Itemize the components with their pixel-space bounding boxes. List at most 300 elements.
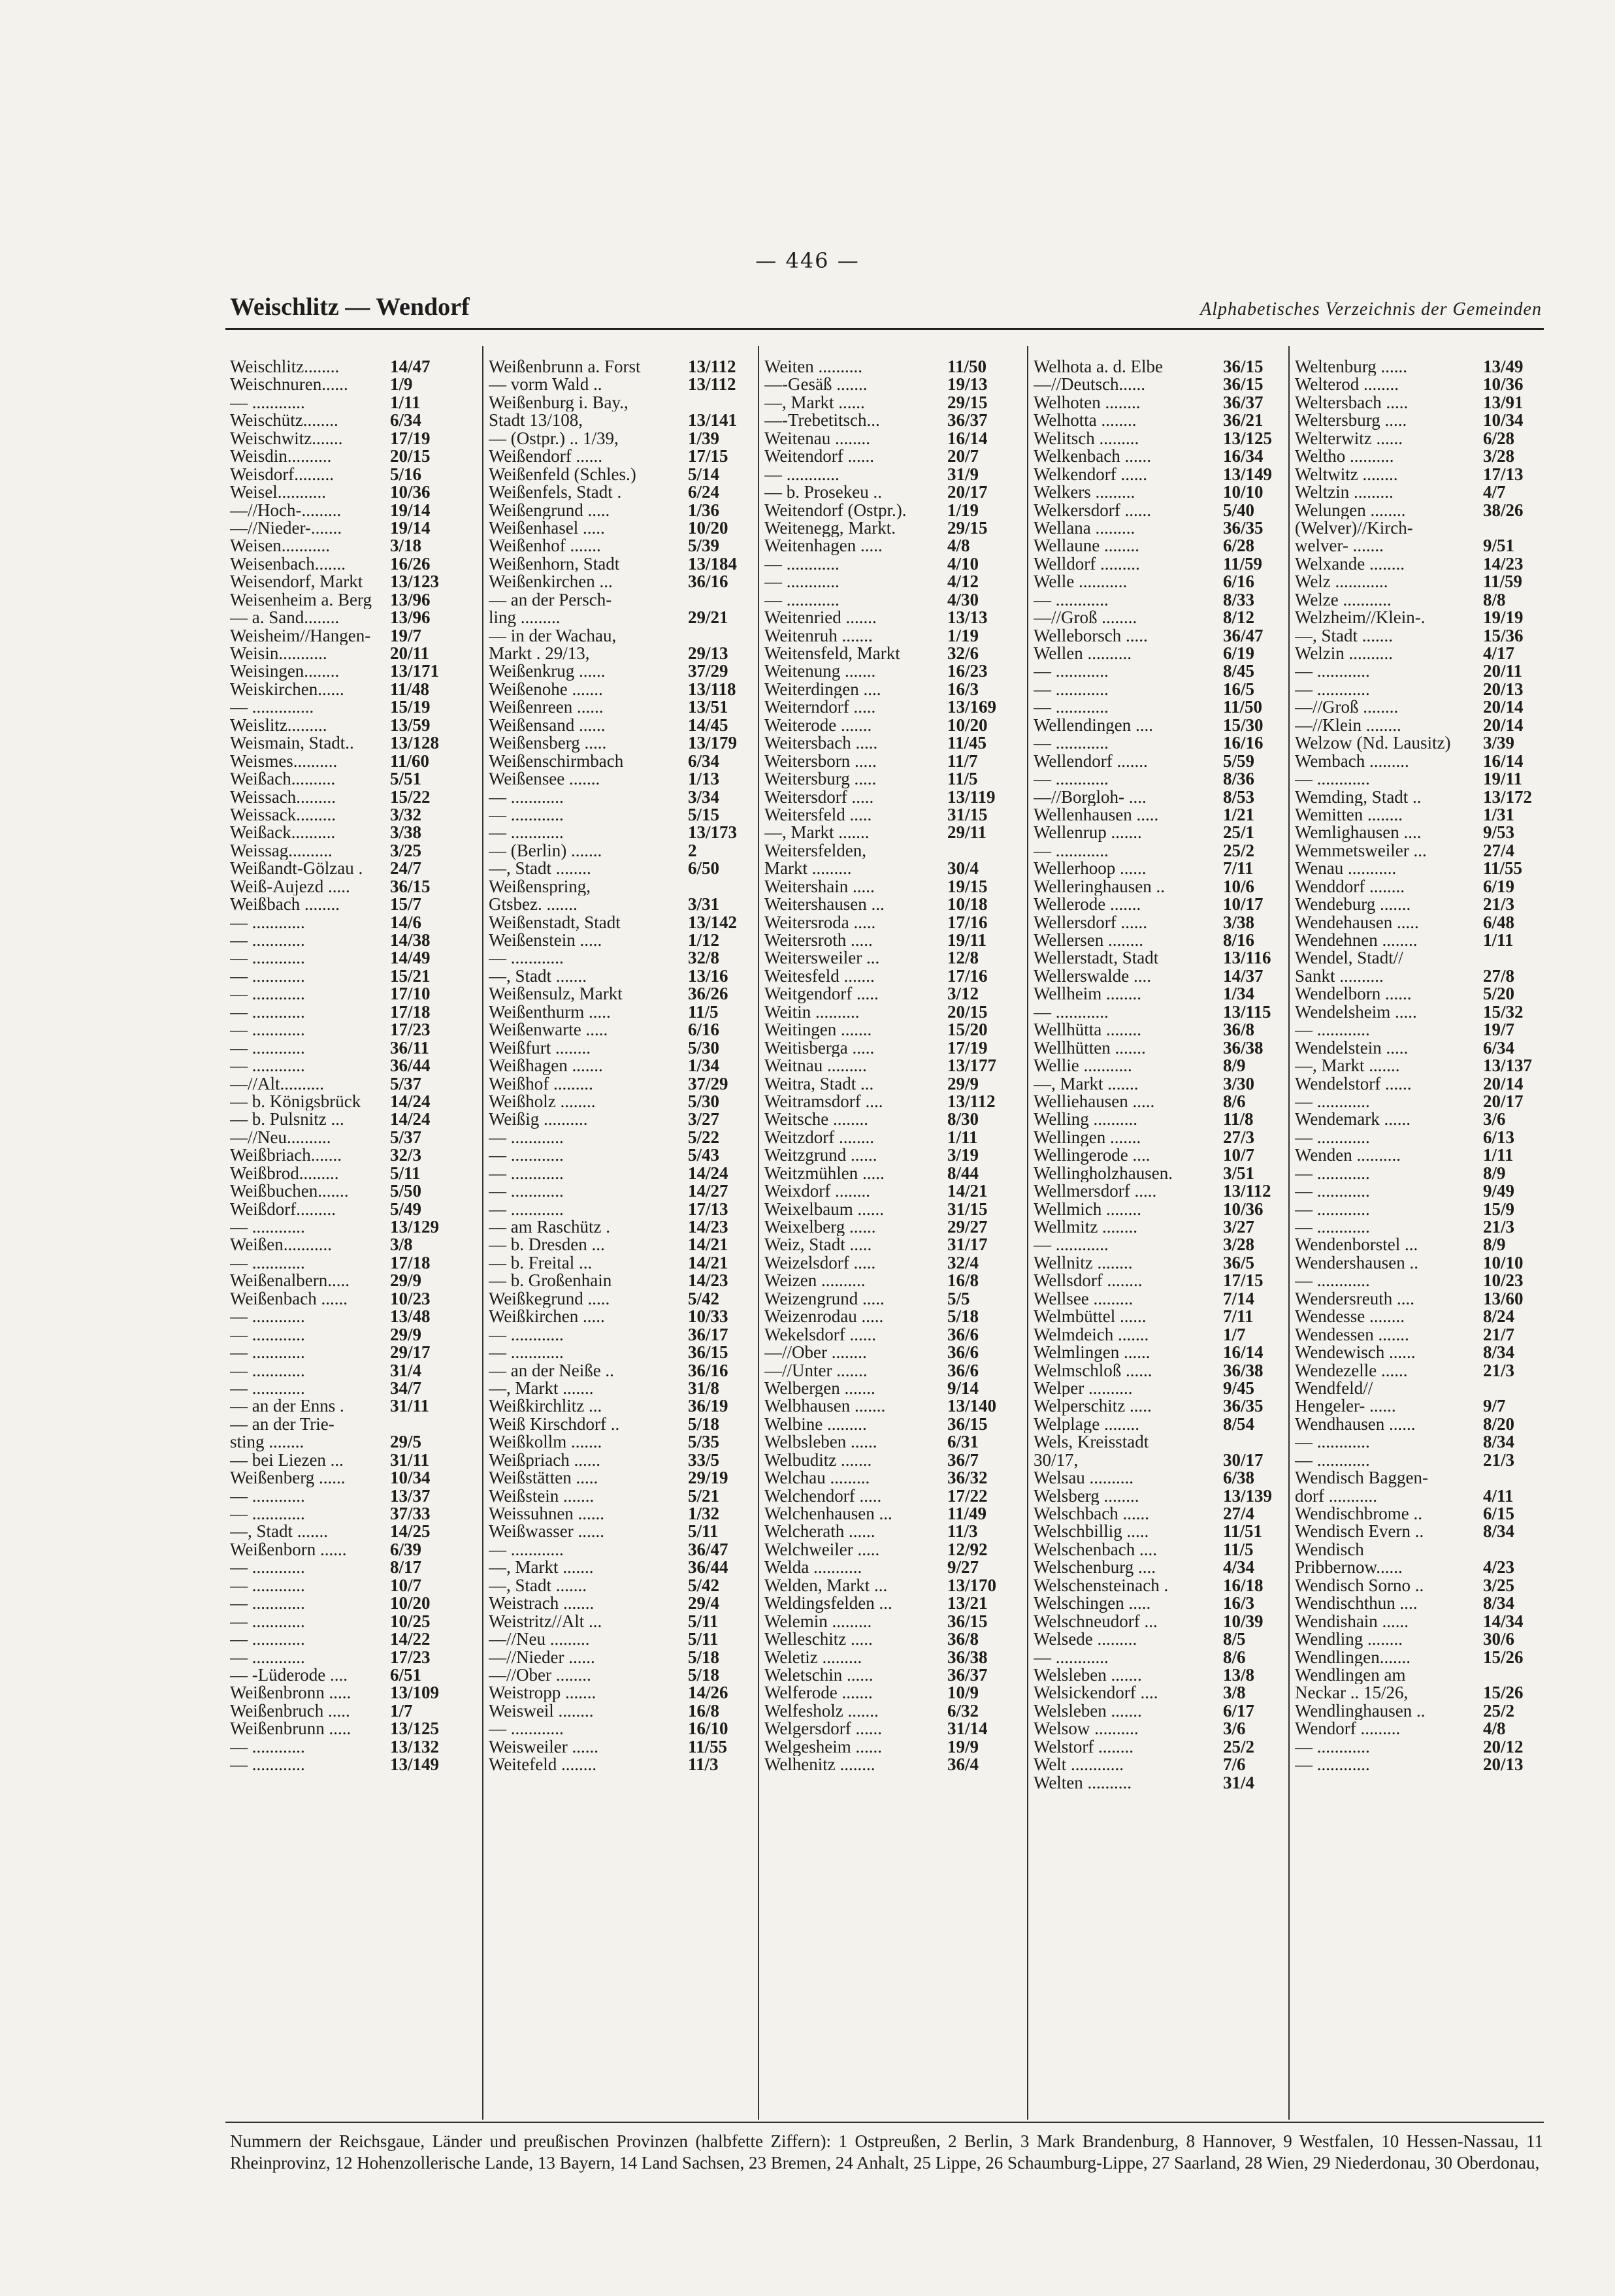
- place-name: — b. Dresden ...: [489, 1236, 605, 1254]
- index-column-2: [489, 358, 747, 1774]
- region-code: 1/19: [947, 501, 979, 519]
- place-name: Weiß Kirschdorf ..: [489, 1415, 620, 1434]
- index-entry: [489, 519, 747, 537]
- region-code: 5/11: [390, 1164, 421, 1183]
- index-entry: [764, 931, 1006, 949]
- index-entry: [1034, 967, 1282, 985]
- place-name: Weischlitz........: [230, 358, 340, 376]
- place-name: —, Stadt .......: [489, 1576, 587, 1595]
- place-name: Weißenbrunn a. Forst: [489, 358, 641, 376]
- index-entry: [764, 896, 1006, 913]
- region-code: 36/32: [947, 1469, 988, 1487]
- region-code: 10/17: [1223, 896, 1264, 914]
- region-code: 31/4: [390, 1361, 422, 1380]
- index-entry: [230, 1397, 449, 1415]
- region-code: 3/25: [1483, 1576, 1515, 1595]
- place-name: Weisingen........: [230, 662, 340, 681]
- region-code: 13/112: [688, 376, 736, 394]
- index-entry: [489, 1451, 747, 1469]
- place-name: — ............: [764, 555, 840, 574]
- index-entry: [1034, 358, 1282, 376]
- place-name: — -Lüderode ....: [230, 1666, 348, 1685]
- place-name: Weitersroth .....: [764, 931, 873, 950]
- place-name: Weitra, Stadt ...: [764, 1075, 874, 1093]
- region-code: 19/7: [1483, 1021, 1515, 1039]
- index-entry: [230, 1272, 449, 1289]
- region-code: 13/169: [947, 698, 997, 717]
- index-entry: [1034, 1451, 1282, 1469]
- region-code: 29/17: [390, 1344, 431, 1362]
- region-code: 13/179: [688, 734, 738, 752]
- index-entry: [1295, 1326, 1542, 1344]
- place-name: Welemin .........: [764, 1612, 872, 1631]
- index-entry: [1295, 1182, 1542, 1200]
- index-entry: [1034, 1702, 1282, 1720]
- index-entry: [764, 1469, 1006, 1487]
- index-entry: [230, 394, 449, 412]
- place-name: — ............: [230, 1559, 305, 1577]
- region-code: 15/36: [1483, 626, 1524, 645]
- place-name: Wellersdorf ......: [1034, 913, 1148, 931]
- index-entry: [764, 752, 1006, 770]
- index-entry: [230, 1003, 449, 1021]
- place-name: Weißenbronn .....: [230, 1684, 351, 1702]
- region-code: 24/7: [390, 860, 422, 878]
- region-code: 6/15: [1483, 1505, 1515, 1523]
- index-entry: [1034, 1057, 1282, 1075]
- place-name: Weitenau ........: [764, 429, 871, 448]
- index-entry: [1034, 1003, 1282, 1021]
- place-name: Weldingsfelden ...: [764, 1594, 892, 1613]
- index-entry: [764, 394, 1006, 412]
- region-code: 1/13: [688, 770, 720, 788]
- region-code: 27/4: [1223, 1505, 1255, 1523]
- region-code: 7/11: [1223, 1308, 1254, 1326]
- region-code: 36/26: [688, 985, 728, 1003]
- place-name: — ............: [230, 967, 305, 986]
- region-code: 6/19: [1483, 877, 1515, 896]
- index-entry: [764, 609, 1006, 626]
- place-name: — ............: [489, 949, 564, 967]
- index-entry: [1295, 502, 1542, 519]
- index-entry: [764, 1630, 1006, 1648]
- index-entry: [764, 1290, 1006, 1308]
- index-entry: [1034, 1738, 1282, 1756]
- region-code: 6/31: [947, 1433, 979, 1451]
- region-code: 3/6: [1223, 1720, 1246, 1738]
- index-entry: [1295, 555, 1542, 573]
- index-entry: [489, 627, 747, 645]
- index-entry: [1295, 985, 1542, 1003]
- place-name: — vorm Wald ..: [489, 376, 602, 394]
- index-entry: [489, 1505, 747, 1523]
- place-name: Weißenstadt, Stadt: [489, 913, 621, 931]
- region-code: 13/13: [947, 609, 988, 627]
- region-code: 5/21: [688, 1487, 720, 1505]
- place-name: — ............: [230, 393, 305, 412]
- index-entry: [230, 376, 449, 393]
- index-entry: [230, 1110, 449, 1128]
- place-name: Weisenheim a. Berg: [230, 590, 372, 609]
- region-code: 36/37: [1223, 393, 1264, 412]
- index-entry: [230, 931, 449, 949]
- place-name: Welperschitz .....: [1034, 1397, 1152, 1415]
- place-name: Welschbillig .....: [1034, 1523, 1149, 1541]
- index-entry: [489, 1738, 747, 1756]
- place-name: —, Markt ......: [764, 393, 865, 412]
- place-name: — ............: [1034, 734, 1109, 752]
- index-entry: [1034, 1201, 1282, 1218]
- index-entry: [230, 483, 449, 501]
- region-code: 21/3: [1483, 1218, 1515, 1237]
- place-name: Wendlingen am: [1295, 1666, 1406, 1685]
- place-name: Weißach..........: [230, 770, 336, 788]
- region-code: 29/9: [390, 1325, 422, 1344]
- index-entry: [764, 662, 1006, 680]
- place-name: Welmbüttel ......: [1034, 1308, 1147, 1326]
- region-code: 13/149: [1223, 465, 1273, 484]
- region-code: 3/12: [947, 985, 979, 1003]
- region-code: 3/25: [390, 841, 422, 860]
- index-entry: [1295, 1057, 1542, 1075]
- region-code: 36/19: [688, 1397, 728, 1415]
- place-name: — ............: [1034, 698, 1109, 717]
- region-code: 13/137: [1483, 1057, 1533, 1075]
- place-name: Weitesfeld .......: [764, 967, 875, 986]
- place-name: Welzow (Nd. Lausitz): [1295, 734, 1451, 752]
- index-entry: [1295, 949, 1542, 967]
- region-code: 31/15: [947, 1200, 988, 1218]
- place-name: Weitsche ........: [764, 1110, 869, 1129]
- place-name: Wellingholzhausen.: [1034, 1164, 1173, 1183]
- index-entry: [1034, 1021, 1282, 1039]
- region-code: 36/35: [1223, 519, 1264, 538]
- place-name: Weisen...........: [230, 537, 331, 555]
- place-name: — ............: [1295, 1164, 1370, 1183]
- index-entry: [1034, 466, 1282, 483]
- place-name: —, Stadt .......: [489, 967, 587, 986]
- index-entry: [230, 1613, 449, 1630]
- region-code: 14/23: [688, 1272, 728, 1290]
- place-name: Weixelbaum ......: [764, 1200, 885, 1218]
- place-name: Weltwitz ........: [1295, 465, 1398, 484]
- region-code: 13/149: [390, 1756, 440, 1774]
- region-code: 10/10: [1483, 1253, 1524, 1272]
- index-entry: [489, 1541, 747, 1559]
- region-code: 15/26: [1483, 1648, 1524, 1666]
- place-name: —//Deutsch......: [1034, 376, 1145, 394]
- region-code: 15/21: [390, 967, 431, 986]
- region-code: 9/7: [1483, 1397, 1506, 1415]
- index-entry: [1295, 1541, 1542, 1559]
- place-name: Welmdeich .......: [1034, 1325, 1149, 1344]
- place-name: Wellerswalde ....: [1034, 967, 1152, 986]
- index-entry: [764, 537, 1006, 555]
- region-code: 15/22: [390, 788, 431, 806]
- region-code: 13/177: [947, 1057, 997, 1075]
- region-code: 11/50: [947, 358, 987, 376]
- index-entry: [1295, 788, 1542, 806]
- place-name: Wendewisch ......: [1295, 1344, 1416, 1362]
- place-name: Weißack..........: [230, 824, 336, 842]
- index-entry: [489, 752, 747, 770]
- place-name: Welsberg ........: [1034, 1487, 1139, 1505]
- place-name: — ............: [230, 1738, 305, 1756]
- region-code: 36/4: [947, 1756, 979, 1774]
- place-name: Welbergen .......: [764, 1379, 875, 1398]
- place-name: Weisenbach.......: [230, 555, 346, 574]
- index-entry: [1034, 1630, 1282, 1648]
- region-code: 1/11: [1483, 1146, 1514, 1165]
- region-code: 14/49: [390, 949, 431, 967]
- place-name: Weißbach ........: [230, 896, 340, 914]
- region-code: 31/14: [947, 1720, 988, 1738]
- index-entry: [489, 1415, 747, 1433]
- place-name: Weisweiler ......: [489, 1738, 599, 1756]
- place-name: Welt ............: [1034, 1756, 1124, 1774]
- region-code: 5/42: [688, 1576, 720, 1595]
- place-name: Weißenberg ......: [230, 1469, 346, 1487]
- place-name: Wellhütten .......: [1034, 1039, 1146, 1058]
- index-entry: [1295, 1236, 1542, 1253]
- place-name: Weistritz//Alt ...: [489, 1612, 602, 1631]
- index-entry: [1295, 842, 1542, 860]
- index-entry: [764, 1559, 1006, 1576]
- region-code: 11/59: [1483, 573, 1523, 591]
- index-entry: [489, 1433, 747, 1451]
- place-name: Wellerstadt, Stadt: [1034, 949, 1159, 967]
- index-entry: [1034, 1236, 1282, 1253]
- region-code: 20/11: [1483, 662, 1523, 681]
- place-name: Welzin ..........: [1295, 645, 1394, 663]
- region-code: 36/15: [1223, 358, 1264, 376]
- region-code: 36/17: [688, 1325, 728, 1344]
- region-code: 5/42: [688, 1289, 720, 1308]
- index-entry: [764, 645, 1006, 662]
- index-entry: [489, 1559, 747, 1576]
- place-name: — ............: [1295, 1738, 1370, 1756]
- index-entry: [1034, 1093, 1282, 1110]
- region-code: 3/51: [1223, 1164, 1255, 1183]
- region-code: 20/12: [1483, 1738, 1524, 1756]
- index-entry: [230, 1451, 449, 1469]
- place-name: Weitin ..........: [764, 1003, 860, 1022]
- index-entry: [1034, 1129, 1282, 1146]
- region-code: 20/15: [390, 447, 431, 466]
- place-name: Welmschloß ......: [1034, 1361, 1152, 1380]
- region-code: 16/3: [1223, 1594, 1255, 1613]
- index-entry: [489, 734, 747, 752]
- place-name: —//Unter .......: [764, 1361, 868, 1380]
- index-entry: [1034, 698, 1282, 716]
- region-code: 11/55: [1483, 860, 1523, 878]
- region-code: 29/9: [390, 1272, 422, 1290]
- place-name: — ............: [489, 1540, 564, 1559]
- region-code: 15/19: [390, 698, 431, 717]
- region-code: 33/5: [688, 1451, 720, 1470]
- region-code: 9/49: [1483, 1182, 1515, 1201]
- place-name: — ............: [1034, 1003, 1109, 1022]
- place-name: — b. Prosekeu ..: [764, 483, 882, 502]
- index-entry: [1295, 806, 1542, 824]
- place-name: — ............: [230, 1253, 305, 1272]
- page-number: — 446 —: [755, 248, 860, 273]
- place-name: Weißenalbern.....: [230, 1272, 350, 1290]
- region-code: 8/34: [1483, 1433, 1515, 1451]
- region-code: 4/17: [1483, 645, 1515, 663]
- region-code: 13/171: [390, 662, 440, 681]
- region-code: 36/15: [390, 877, 431, 896]
- place-name: Weißenspring,: [489, 877, 591, 896]
- index-entry: [1034, 519, 1282, 537]
- place-name: —//Groß ........: [1034, 609, 1137, 627]
- index-entry: [1295, 1380, 1542, 1397]
- region-code: 14/27: [688, 1182, 728, 1201]
- place-name: — an der Enns .: [230, 1397, 344, 1415]
- index-entry: [764, 376, 1006, 393]
- region-code: 8/12: [1223, 609, 1255, 627]
- index-entry: [230, 609, 449, 626]
- index-entry: [764, 1003, 1006, 1021]
- place-name: — ............: [230, 1487, 305, 1505]
- place-name: Weistropp .......: [489, 1684, 596, 1702]
- region-code: 14/21: [688, 1236, 728, 1254]
- place-name: (Welver)//Kirch-: [1295, 519, 1413, 538]
- region-code: 13/142: [688, 913, 738, 931]
- region-code: 13/129: [390, 1218, 440, 1237]
- region-code: 32/3: [390, 1146, 422, 1165]
- place-name: — ............: [489, 1325, 564, 1344]
- region-code: 17/18: [390, 1003, 431, 1022]
- region-code: [685, 394, 747, 412]
- place-name: Welhotta ........: [1034, 412, 1137, 430]
- index-entry: [489, 1613, 747, 1630]
- region-code: 30/17: [1223, 1451, 1264, 1470]
- place-name: —-Gesäß .......: [764, 376, 868, 394]
- region-code: 8/6: [1223, 1092, 1246, 1111]
- place-name: Weisweil ........: [489, 1702, 594, 1721]
- place-name: Weißenbach ......: [230, 1289, 348, 1308]
- region-code: 15/32: [1483, 1003, 1524, 1022]
- index-entry: [1295, 1021, 1542, 1039]
- index-entry: [1295, 609, 1542, 626]
- region-code: 13/109: [390, 1684, 440, 1702]
- region-code: 6/34: [390, 412, 422, 430]
- region-code: 25/2: [1483, 1702, 1515, 1721]
- index-entry: [230, 1505, 449, 1523]
- index-entry: [230, 1541, 449, 1559]
- index-entry: [1034, 1684, 1282, 1702]
- index-entry: [764, 1720, 1006, 1738]
- index-entry: [230, 1594, 449, 1612]
- place-name: — ............: [764, 590, 840, 609]
- region-code: 14/23: [688, 1218, 728, 1237]
- index-column-3: [764, 358, 1006, 1774]
- place-name: Wendemark ......: [1295, 1110, 1411, 1129]
- index-entry: [764, 1272, 1006, 1289]
- place-name: Wendehnen ........: [1295, 931, 1418, 950]
- region-code: 14/37: [1223, 967, 1264, 986]
- region-code: 31/4: [1223, 1773, 1255, 1792]
- index-entry: [1034, 1594, 1282, 1612]
- region-code: 12/8: [947, 949, 979, 967]
- place-name: — ............: [230, 1039, 305, 1058]
- place-name: Welsleben .......: [1034, 1666, 1142, 1685]
- region-code: 31/9: [947, 465, 979, 484]
- index-entry: [764, 1684, 1006, 1702]
- region-code: 13/141: [688, 412, 738, 430]
- place-name: — ............: [1295, 1433, 1370, 1451]
- index-entry: [1034, 914, 1282, 931]
- region-code: 6/16: [688, 1021, 720, 1039]
- index-entry: [1295, 1613, 1542, 1630]
- place-name: — ..............: [230, 698, 314, 717]
- region-code: 5/11: [688, 1612, 719, 1631]
- place-name: — ............: [230, 985, 305, 1003]
- region-code: 19/14: [390, 519, 431, 538]
- region-code: 16/26: [390, 555, 431, 574]
- index-entry: [230, 1218, 449, 1236]
- place-name: — an der Neiße ..: [489, 1361, 614, 1380]
- place-name: Weißenthurm .....: [489, 1003, 611, 1022]
- index-entry: [230, 1201, 449, 1218]
- place-name: —//Ober ........: [764, 1344, 867, 1362]
- region-code: 10/20: [947, 716, 988, 735]
- index-entry: [764, 573, 1006, 590]
- region-code: 36/15: [947, 1612, 988, 1631]
- region-code: 36/37: [947, 1666, 988, 1685]
- place-name: Wellhütta ........: [1034, 1021, 1142, 1039]
- region-code: 1/11: [390, 393, 421, 412]
- place-name: Weissag..........: [230, 841, 333, 860]
- region-code: 16/14: [947, 429, 988, 448]
- index-entry: [489, 914, 747, 931]
- region-code: 20/13: [1483, 1756, 1524, 1774]
- index-entry: [764, 430, 1006, 447]
- region-code: 5/30: [688, 1092, 720, 1111]
- place-name: —, Markt .......: [1034, 1075, 1139, 1093]
- index-entry: [764, 627, 1006, 645]
- region-code: 36/47: [688, 1540, 728, 1559]
- place-name: Wels, Kreisstadt: [1034, 1433, 1149, 1451]
- place-name: Weißig ..........: [489, 1110, 588, 1129]
- region-code: 5/59: [1223, 752, 1255, 771]
- place-name: Wendessen .......: [1295, 1325, 1409, 1344]
- region-code: 3/39: [1483, 734, 1515, 752]
- place-name: Weiß-Aujezd .....: [230, 877, 350, 896]
- region-code: 27/4: [1483, 841, 1515, 860]
- index-entry: [1295, 1308, 1542, 1325]
- place-name: Weltho ..........: [1295, 447, 1394, 466]
- region-code: 6/48: [1483, 913, 1515, 931]
- index-entry: [764, 1075, 1006, 1093]
- index-entry: [764, 1201, 1006, 1218]
- place-name: Welsau ..........: [1034, 1469, 1134, 1487]
- region-code: 17/16: [947, 913, 988, 931]
- region-code: 6/28: [1223, 537, 1255, 555]
- index-entry: [230, 412, 449, 429]
- index-entry: [1295, 734, 1542, 752]
- region-code: 9/51: [1483, 537, 1515, 555]
- place-name: Weißenborn ......: [230, 1540, 347, 1559]
- index-entry: [764, 412, 1006, 429]
- index-entry: [764, 967, 1006, 985]
- region-code: 6/34: [1483, 1039, 1515, 1058]
- index-entry: [1295, 430, 1542, 447]
- index-entry: [1034, 430, 1282, 447]
- place-name: — ............: [230, 931, 305, 950]
- region-code: 3/31: [688, 896, 720, 914]
